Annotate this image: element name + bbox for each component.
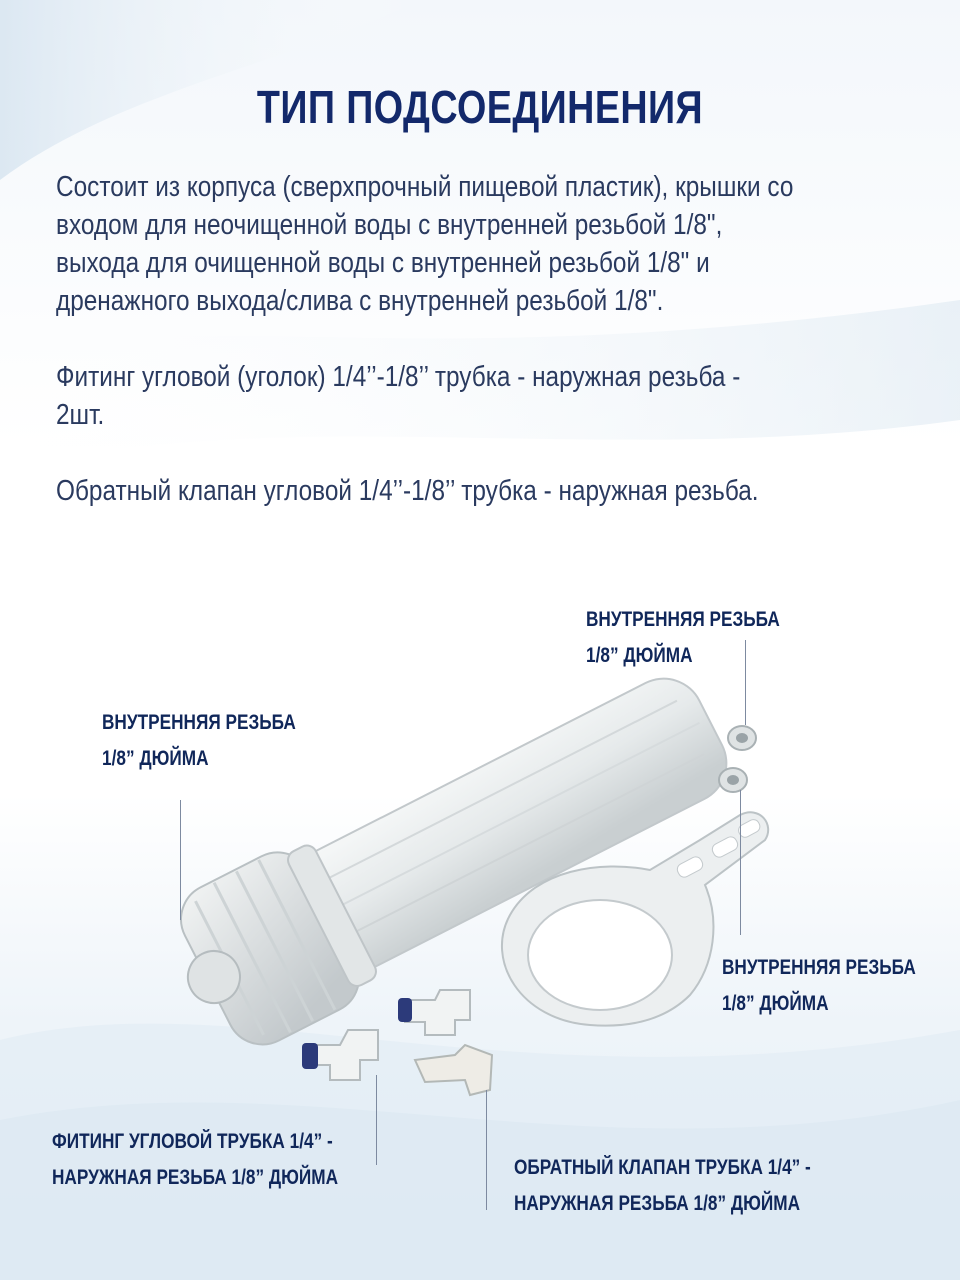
callout-line: ОБРАТНЫЙ КЛАПАН ТРУБКА 1/4” - (514, 1156, 811, 1179)
description-line: дренажного выхода/слива с внутренней резьбой 1/8". (56, 285, 664, 317)
description-line: Фитинг угловой (уголок) 1/4’’-1/8’’ трубка - наружная резьба - (56, 361, 741, 393)
callout-pointer (376, 1075, 377, 1165)
callout-bottom-left (52, 1124, 338, 1196)
description-line: 2шт. (56, 399, 105, 431)
callout-line: ВНУТРЕННЯЯ РЕЗЬБА (722, 956, 916, 979)
callout-middle-right (722, 950, 916, 1022)
description-paragraph-1 (56, 168, 930, 320)
callout-line: 1/8” ДЮЙМА (722, 992, 829, 1015)
callout-line: ФИТИНГ УГЛОВОЙ ТРУБКА 1/4” - (52, 1130, 333, 1153)
callout-left (102, 705, 296, 777)
callout-bottom-right (514, 1150, 811, 1222)
description-line: входом для неочищенной воды с внутренней резьбой 1/8", (56, 209, 723, 241)
description-line: Состоит из корпуса (сверхпрочный пищевой пластик), крышки со (56, 171, 794, 203)
callout-line: НАРУЖНАЯ РЕЗЬБА 1/8” ДЮЙМА (514, 1192, 801, 1215)
callout-line: 1/8” ДЮЙМА (102, 747, 209, 770)
callout-line: ВНУТРЕННЯЯ РЕЗЬБА (102, 711, 296, 734)
description-paragraph-3 (56, 472, 930, 510)
description-line: Обратный клапан угловой 1/4’’-1/8’’ трубка - наружная резьба. (56, 475, 759, 507)
callout-pointer (486, 1090, 487, 1210)
callout-line: НАРУЖНАЯ РЕЗЬБА 1/8” ДЮЙМА (52, 1166, 339, 1189)
callout-line: 1/8” ДЮЙМА (586, 644, 693, 667)
description (56, 168, 930, 548)
description-line: выхода для очищенной воды с внутренней резьбой 1/8" и (56, 247, 710, 279)
description-paragraph-2 (56, 358, 930, 434)
page-title: ТИП ПОДСОЕДИНЕНИЯ (256, 81, 704, 133)
callout-line: ВНУТРЕННЯЯ РЕЗЬБА (586, 608, 780, 631)
callout-pointer (745, 640, 746, 725)
callout-pointer (740, 790, 741, 935)
callout-pointer (180, 800, 181, 920)
callout-top-right (586, 602, 780, 674)
